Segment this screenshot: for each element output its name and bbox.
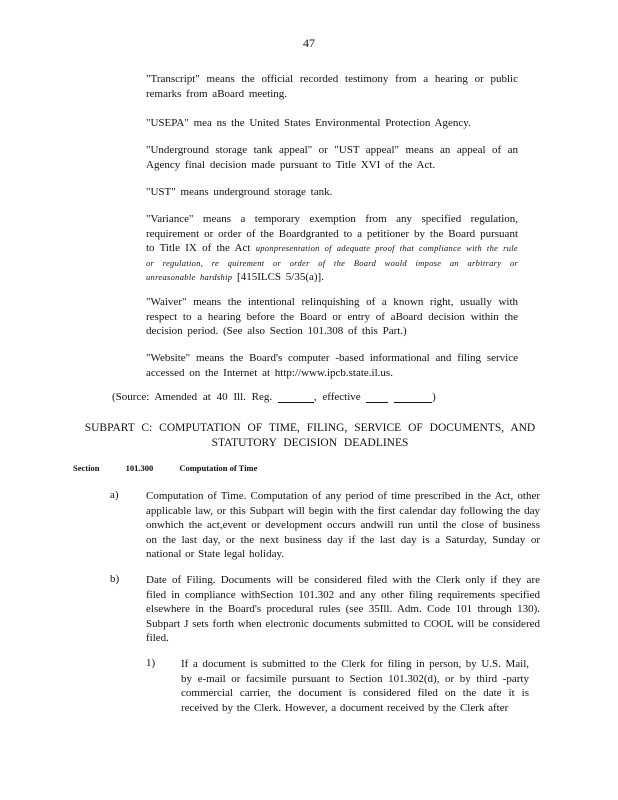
variance-citation: [415ILCS 5/35(a)]. bbox=[237, 271, 324, 283]
variance-quoted-statute: uponpresentation of adequate proof that compliance with the rule or regulation, re quirement or order of the Board would impose an arbitrary or unreasonable hardship bbox=[146, 243, 518, 282]
item-a-text: Computation of Time. Computation of any period of time prescribed in the Act, other applicable law, or this Subpart will begin with the first calendar day following the day onwhich the act,event or development occurs andwill run until the close of business on the last day, or the next business day if the last day is a Saturday, Sunday or national or State legal holiday. bbox=[146, 490, 540, 560]
definition-variance bbox=[146, 212, 518, 285]
source-comma: , bbox=[313, 391, 317, 403]
section-heading bbox=[73, 463, 281, 473]
item-b-text: Date of Filing. Documents will be considered filed with the Clerk only if they are filed in compliance withSection 101.302 and any other filing requirements specified elsewhere in the Board's procedural rules (see 35Ill. Adm. Code 101 through 130). Subpart J sets forth when electronic documents submitted to COOL will be considered filed. bbox=[146, 574, 540, 644]
item-b-label: b) bbox=[110, 573, 120, 585]
subpart-heading bbox=[60, 421, 560, 450]
source-effective: effective bbox=[322, 391, 361, 403]
section-title: Computation of Time bbox=[179, 463, 258, 473]
source-suffix: ) bbox=[432, 391, 436, 403]
item-b1-label: 1) bbox=[146, 657, 156, 669]
register-blank bbox=[278, 392, 314, 403]
definition-usepa: "USEPA" mea ns the United States Environmental Protection Agency. bbox=[146, 117, 471, 129]
source-note bbox=[112, 391, 436, 403]
item-a-label: a) bbox=[110, 489, 119, 501]
section-number: 101.300 bbox=[125, 463, 154, 473]
item-b1-text: If a document is submitted to the Clerk for filing in person, by U.S. Mail, by e-mail or facsimile pursuant to Section 101.302(d), or by third -party commercial carrier, the document is considered filed on the date it is received by the Clerk. However, a document received by the Clerk after bbox=[181, 658, 529, 714]
definition-ust-appeal: "Underground storage tank appeal" or "UST appeal" means an appeal of an Agency final decision made pursuant to Title XVI of the Act. bbox=[146, 144, 518, 171]
page-number: 47 bbox=[303, 36, 315, 50]
source-prefix: (Source: Amended at 40 Ill. Reg. bbox=[112, 391, 273, 403]
definition-waiver: "Waiver" means the intentional relinquishing of a known right, usually with respect to a hearing before the Board or entry of aBoard decision within the decision period. (See also Section 101.308 of this Part.) bbox=[146, 296, 518, 337]
variance-main-text: "Variance" means a temporary exemption from any specified regulation, requirement or order of the Boardgranted to a petitioner by the Board pursuant to Title IX of the Act bbox=[146, 213, 518, 254]
definition-ust: "UST" means underground storage tank. bbox=[146, 186, 333, 198]
definition-transcript: "Transcript" means the official recorded testimony from a hearing or public remarks from aBoard meeting. bbox=[146, 73, 518, 100]
section-label: Section bbox=[73, 463, 100, 473]
effective-blank-2 bbox=[394, 392, 432, 403]
subpart-heading-line-2: STATUTORY DECISION DEADLINES bbox=[211, 436, 409, 449]
subpart-heading-line-1: SUBPART C: COMPUTATION OF TIME, FILING, SERVICE OF DOCUMENTS, AND bbox=[84, 422, 536, 434]
effective-blank-1 bbox=[366, 392, 388, 403]
definition-website: "Website" means the Board's computer -based informational and filing service accessed on the Internet at http://www.ipcb.state.il.us. bbox=[146, 352, 518, 379]
